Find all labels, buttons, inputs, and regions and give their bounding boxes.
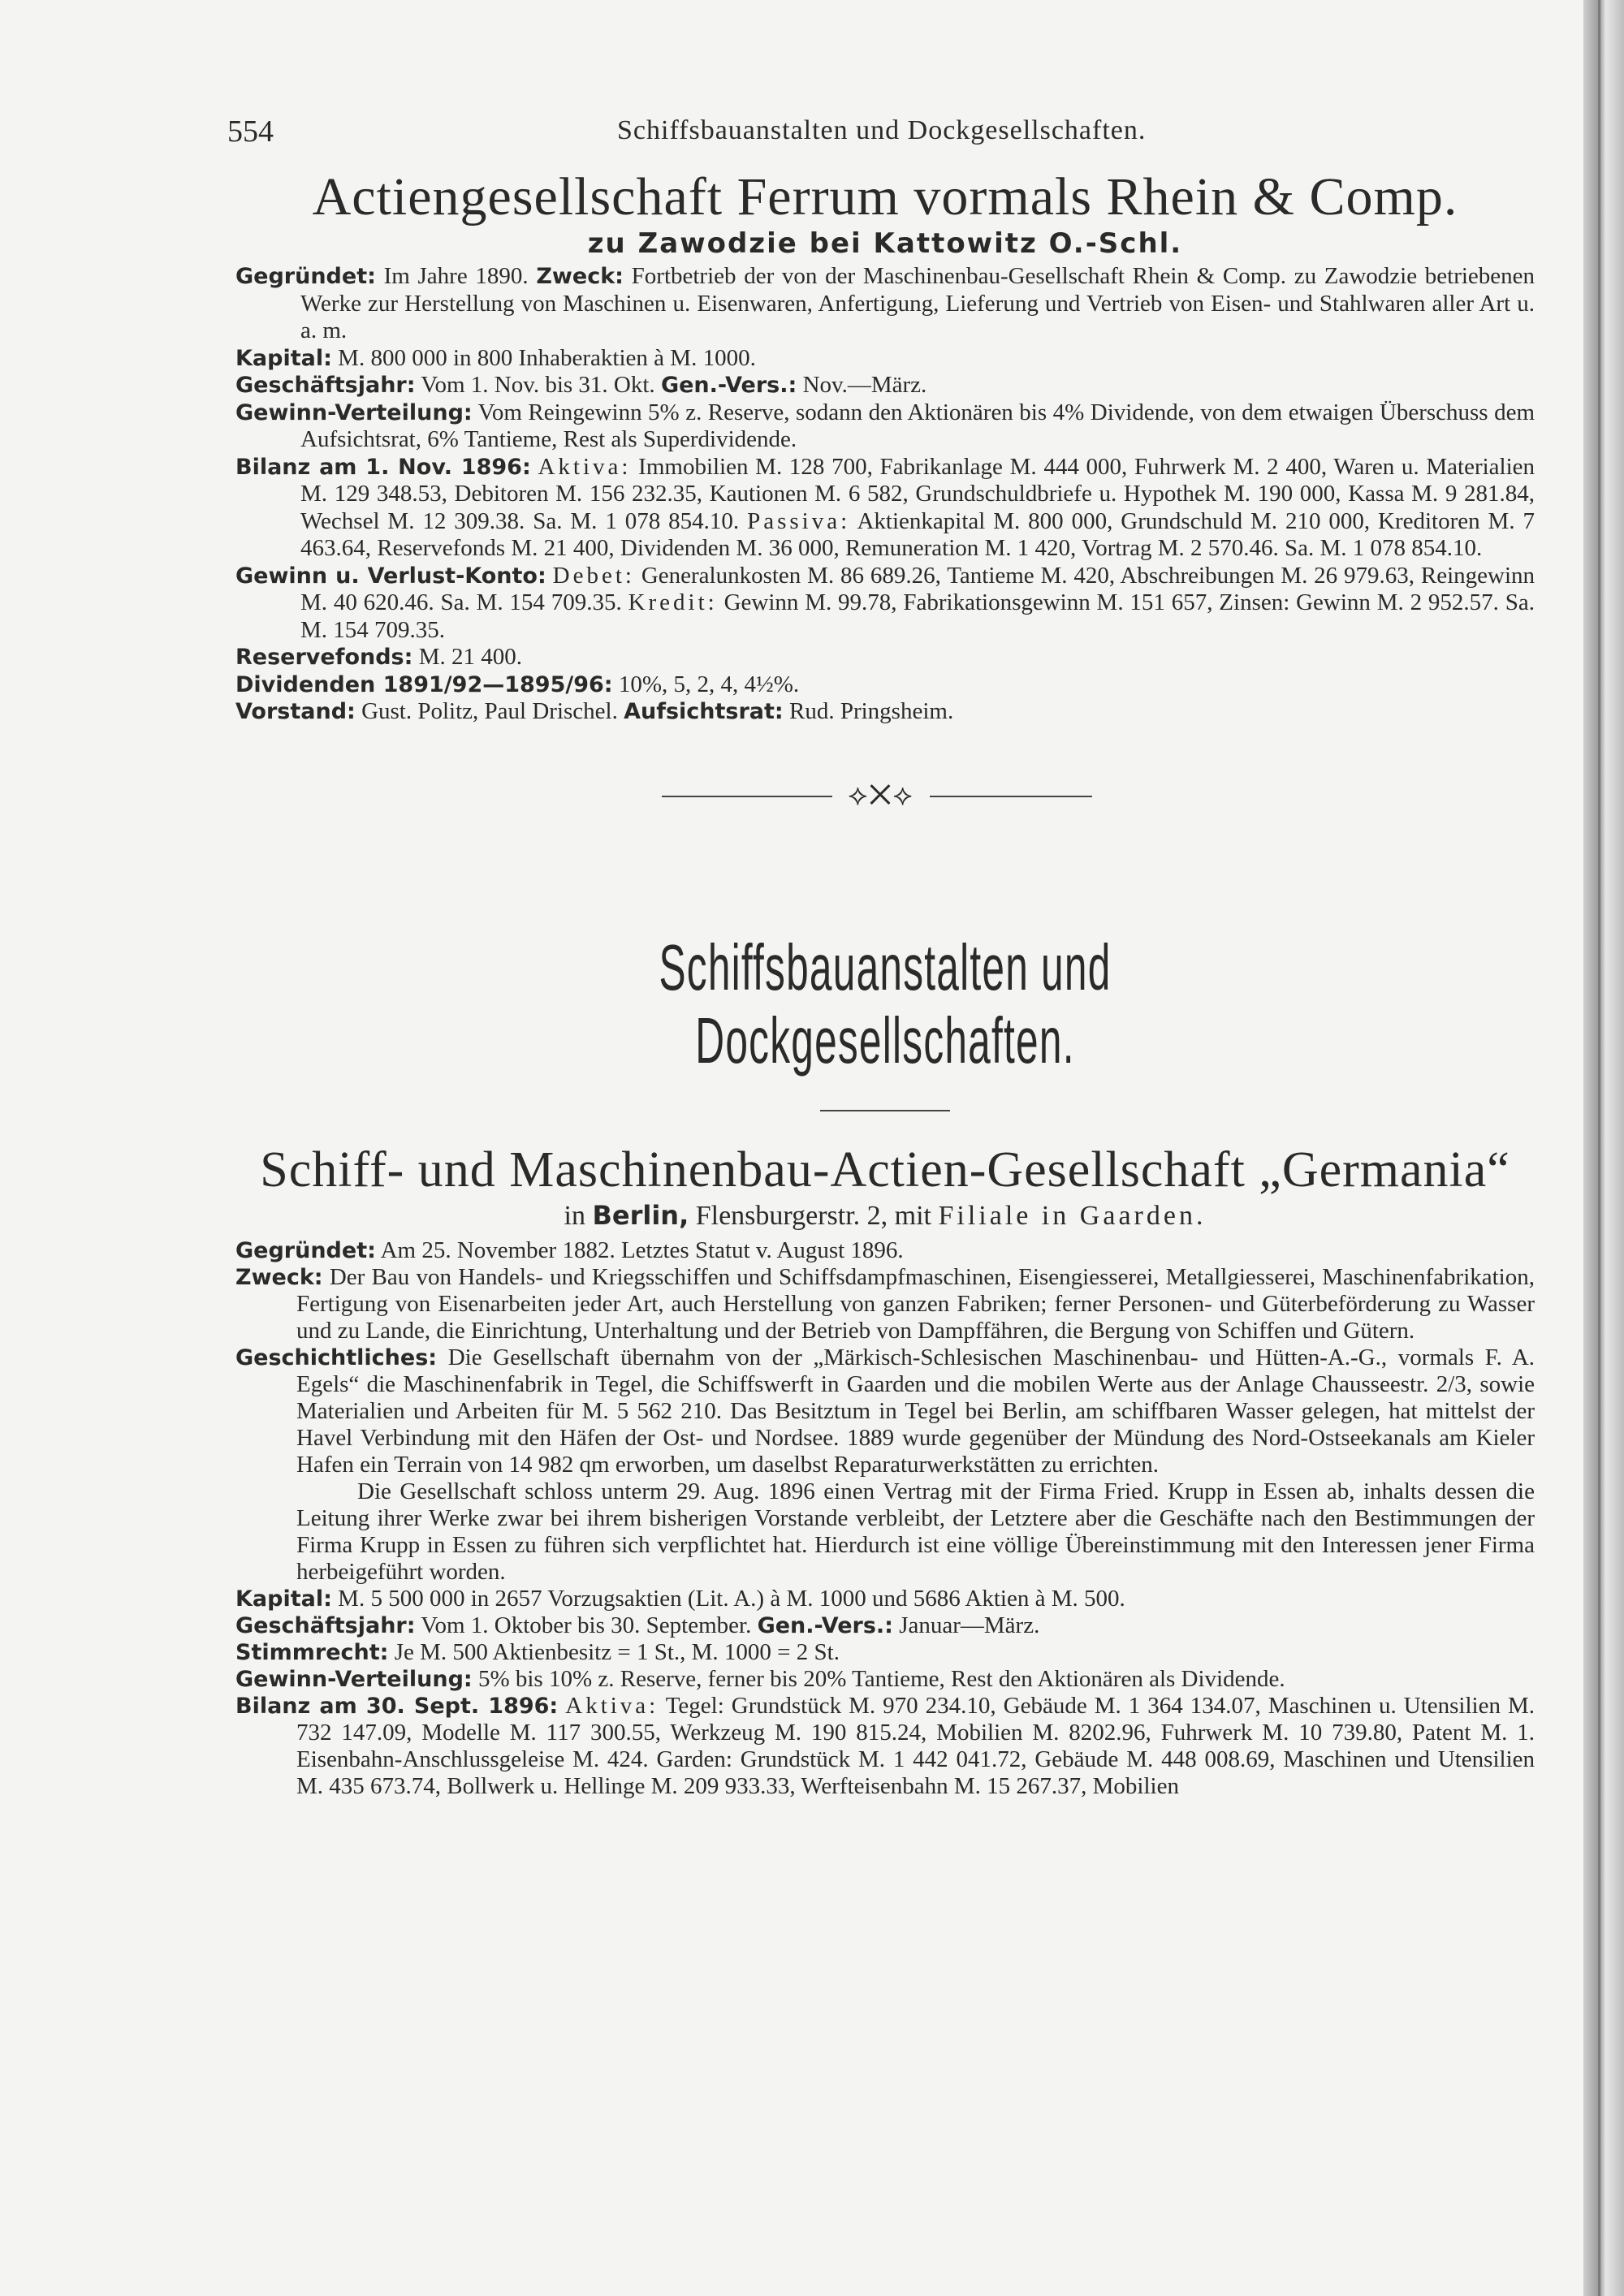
page-content [227, 114, 1535, 1800]
debet-label: Debet: [552, 562, 635, 589]
label: Stimmrecht: [235, 1639, 389, 1665]
value: Der Bau von Handels- und Kriegsschiffen und Schiffsdampfmaschinen, Eisengiesserei, Metallgiesserei, Maschinenfabrikation, Fertigung von Eisenarbeiten jeder Art, auch Herstellung von ganzen Fabriken; ferner Personen- und Güterbeförderung zu Wasser und zu Lande, die Einrichtung, Unterhaltung und der Betrieb von Dampffähren, die Bergung von Schiffen und Gütern. [296, 1263, 1535, 1344]
label: Gewinn-Verteilung: [235, 1666, 473, 1692]
label: Zweck: [536, 264, 624, 289]
label: Gen.-Vers.: [660, 373, 797, 398]
ornament-line-right [930, 796, 1092, 797]
running-head [227, 114, 1535, 156]
value: 10%, 5, 2, 4, 4½%. [618, 671, 800, 697]
value: M. 21 400. [418, 644, 522, 670]
sub-city: Berlin, [592, 1199, 689, 1231]
c1-gewinn-verlust [235, 563, 1535, 645]
sub-prefix: in [564, 1200, 585, 1231]
label: Zweck: [235, 1264, 323, 1290]
running-title: Schiffsbauanstalten und Dockgesellschaften. [617, 115, 1147, 145]
kredit-label: Kredit: [628, 589, 718, 615]
c1-geschaeftsjahr [235, 372, 1535, 399]
label: Gen.-Vers.: [757, 1612, 893, 1638]
value: Vom Reingewinn 5% z. Reserve, sodann den Aktionären bis 4% Dividende, von dem etwaigen Überschuss dem Aufsichtsrat, 6% Tantieme, Rest als Superdividende. [300, 399, 1535, 452]
company1-title: Actiengesellschaft Ferrum vormals Rhein & Comp. [312, 167, 1458, 227]
page-number: 554 [227, 114, 274, 149]
value: M. 800 000 in 800 Inhaberaktien à M. 1000. [338, 344, 756, 371]
value: Januar—März. [899, 1612, 1040, 1638]
value: Die Gesellschaft übernahm von der „Märkisch-Schlesischen Maschinenbau- und Hütten-A.-G., vormals F. A. Egels“ die Maschinenfabrik in Tegel, die Schiffswerft in Gaarden und die mobilen Werte aus der Anlage Chausseestr. 2/3, sowie Materialien und Arbeiten für M. 5 562 210. Das Besitztum in Tegel bei Berlin, am schiffbaren Wasser gelegen, hat mittelst der Havel Verbindung mit den Häfen der Ost- und Nordsee. 1889 wurde gegenüber der Mündung des Nord-Ostseekanals am Kieler Hafen ein Terrain von 14 982 qm erworben, um daselbst Reparaturwerkstätten zu errichten. [296, 1344, 1535, 1478]
value: Am 25. November 1882. Letztes Statut v. August 1896. [380, 1236, 904, 1263]
c2-geschichtliches-2 [235, 1478, 1535, 1586]
label: Kapital: [235, 345, 332, 371]
value: Tegel: Grundstück M. 970 234.10, Gebäude M. 1 364 134.07, Maschinen u. Utensilien M. 732 147.09, Modelle M. 117 300.55, Werkzeug M. 190 815.24, Mobilien M. 8202.96, Fuhrwerk M. 10 739.80, Patent M. 1. Eisenbahn-Anschlussgeleise M. 424. Garden: Grundstück M. 1 442 041.72, Gebäude M. 448 008.69, Maschinen und Utensilien M. 435 673.74, Bollwerk u. Hellinge M. 209 933.33, Werfteisenbahn M. 15 267.37, Mobilien [296, 1692, 1535, 1799]
sub-filiale: Filiale in Gaarden. [938, 1200, 1207, 1231]
company1-entry [235, 263, 1535, 726]
c1-vorstand [235, 698, 1535, 726]
c1-kapital [235, 345, 1535, 373]
c2-geschaeftsjahr [235, 1612, 1535, 1639]
label: Gegründet: [235, 264, 376, 289]
label: Gewinn-Verteilung: [235, 399, 473, 425]
label: Geschäftsjahr: [235, 1612, 416, 1638]
value: Generalunkosten M. 86 689.26, Tantieme M. 420, Abschreibungen M. 26 979.63, Reingewinn M. 40 620.46. Sa. M. 154 709.35. [300, 562, 1535, 615]
c2-stimmrecht [235, 1639, 1535, 1666]
passiva-label: Passiva: [747, 507, 851, 534]
company1-subtitle: zu Zawodzie bei Kattowitz O.-Schl. [587, 227, 1183, 260]
c2-geschichtliches [235, 1344, 1535, 1478]
label: Dividenden 1891/92—1895/96: [235, 671, 613, 697]
value: Gewinn M. 99.78, Fabrikationsgewinn M. 151 657, Zinsen: Gewinn M. 2 952.57. Sa. M. 154 709.35. [300, 589, 1535, 643]
c2-zweck [235, 1264, 1535, 1344]
value: Fortbetrieb der von der Maschinenbau-Gesellschaft Rhein & Comp. zu Zawodzie betriebenen Werke zur Herstellung von Maschinen u. Eisenwaren, Anfertigung, Lieferung und Vertrieb von Eisen- und Stahlwaren aller Art u. a. m. [300, 263, 1535, 343]
value: 5% bis 10% z. Reserve, ferner bis 20% Tantieme, Rest den Aktionären als Dividende. [477, 1665, 1285, 1692]
section-heading: Schiffsbauanstalten und Dockgesellschaften. [659, 930, 1112, 1077]
value: Immobilien M. 128 700, Fabrikanlage M. 444 000, Fuhrwerk M. 2 400, Waren u. Materialien M. 129 348.53, Debitoren M. 156 232.35, Kautionen M. 6 582, Grundschuldbriefe u. Hypothek M. 190 000, Kassa M. 9 281.84, Wechsel M. 12 309.38. Sa. M. 1 078 854.10. [300, 453, 1535, 534]
c2-gegruendet [235, 1237, 1535, 1264]
label: Bilanz am 30. Sept. 1896: [235, 1693, 559, 1719]
sub-address: Flensburgerstr. 2, mit [695, 1200, 931, 1231]
value: Gust. Politz, Paul Drischel. [361, 698, 618, 724]
label: Reservefonds: [235, 645, 413, 670]
value: Die Gesellschaft schloss unterm 29. Aug. 1896 einen Vertrag mit der Firma Fried. Krupp in Essen ab, inhalts dessen die Leitung ihrer Werke zwar bei ihrem bisherigen Vorstande verbleibt, der Letztere aber die Geschäfte nach den Bestimmungen der Firma Krupp in Essen zu führen sich verpflichtet hat. Hierdurch ist eine völlige Übereinstimmung mit den Interessen jener Firma herbeigeführt worden. [296, 1478, 1535, 1585]
c2-bilanz [235, 1693, 1535, 1800]
c2-kapital [235, 1586, 1535, 1612]
company2-title: Schiff- und Maschinenbau-Actien-Gesellschaft „Germania“ [260, 1142, 1510, 1198]
value: Je M. 500 Aktienbesitz = 1 St., M. 1000 = 2 St. [394, 1638, 840, 1665]
label: Gewinn u. Verlust-Konto: [235, 563, 546, 589]
aktiva-label: Aktiva: [565, 1692, 659, 1719]
c2-gewinn-verteilung [235, 1666, 1535, 1693]
c1-bilanz [235, 454, 1535, 563]
section-rule [820, 1110, 950, 1111]
value: M. 5 500 000 in 2657 Vorzugsaktien (Lit. A.) à M. 1000 und 5686 Aktien à M. 500. [338, 1585, 1125, 1612]
c1-gewinn-verteilung [235, 399, 1535, 454]
value: Im Jahre 1890. [383, 263, 529, 289]
value: Vom 1. Oktober bis 30. September. [421, 1612, 752, 1638]
company2-entry [235, 1237, 1535, 1800]
c1-reservefonds [235, 644, 1535, 671]
binding-edge [1598, 0, 1600, 2296]
value: Nov.—März. [802, 372, 927, 398]
label: Geschichtliches: [235, 1344, 438, 1370]
value: Rud. Pringsheim. [788, 698, 954, 724]
c1-gegruendet [235, 263, 1535, 345]
aktiva-label: Aktiva: [538, 453, 632, 480]
label: Geschäftsjahr: [235, 373, 416, 398]
c1-dividenden [235, 671, 1535, 699]
label: Aufsichtsrat: [624, 699, 784, 724]
company2-subtitle [235, 1199, 1535, 1232]
label: Vorstand: [235, 699, 356, 724]
ornament-glyph: ⟡✕⟡ [848, 778, 914, 811]
value: Aktienkapital M. 800 000, Grundschuld M. 210 000, Kreditoren M. 7 463.64, Reservefonds M. 21 400, Dividenden M. 36 000, Remuneration M. 1 420, Vortrag M. 2 570.46. Sa. M. 1 078 854.10. [300, 507, 1535, 561]
label: Gegründet: [235, 1237, 376, 1263]
section-ornament [235, 773, 1535, 822]
label: Bilanz am 1. Nov. 1896: [235, 454, 531, 480]
value: Vom 1. Nov. bis 31. Okt. [421, 372, 655, 398]
book-binding [1583, 0, 1624, 2296]
ornament-line-left [662, 796, 832, 797]
label: Kapital: [235, 1586, 332, 1612]
